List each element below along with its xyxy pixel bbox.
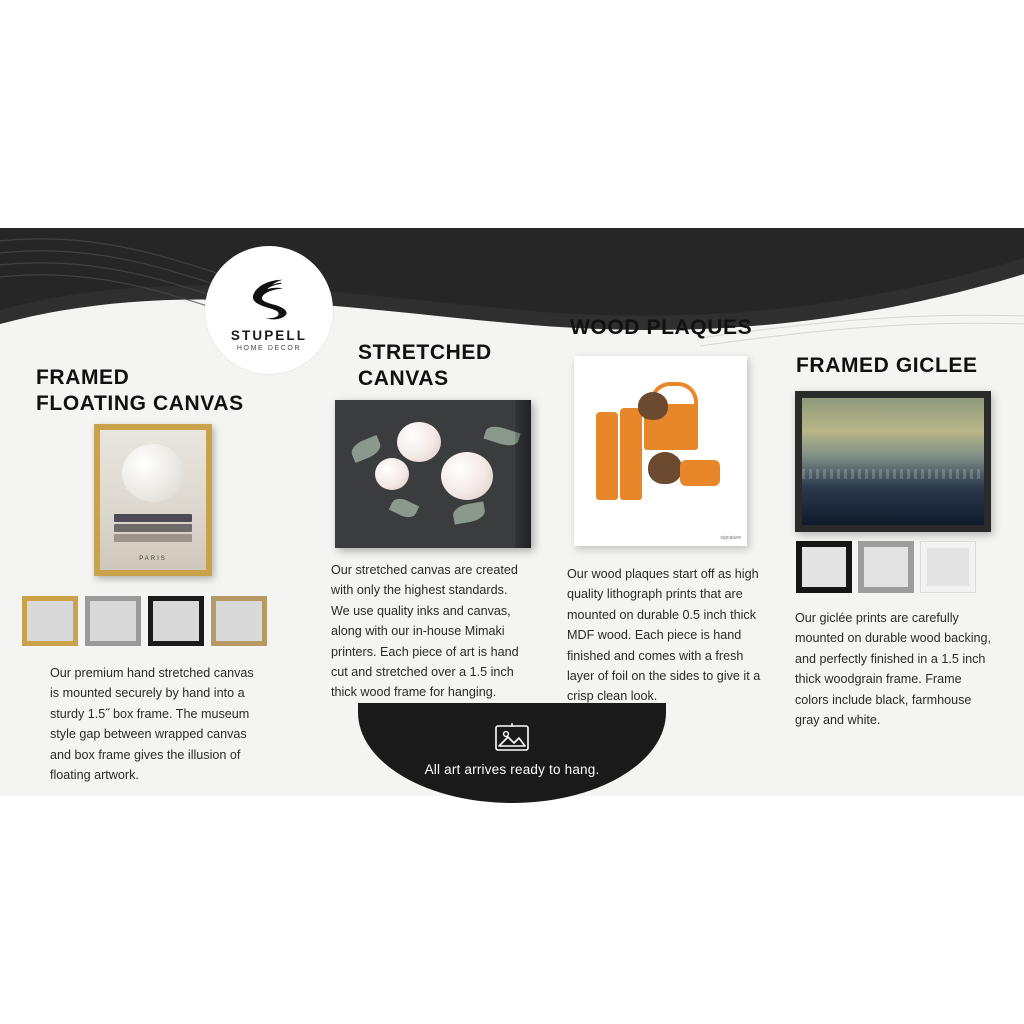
black-frame-swatch: [148, 596, 204, 646]
title-line-1: FRAMED GICLEE: [796, 354, 978, 377]
section-title-stretched-canvas: [358, 340, 558, 392]
title-line-2: FLOATING CANVAS: [36, 392, 244, 416]
ribbon-text: All art arrives ready to hang.: [424, 762, 600, 777]
brand-tagline: HOME DECOR: [236, 345, 302, 352]
section-body-framed-floating-canvas: Our premium hand stretched canvas is mounted securely by hand into a sturdy 1.5˝ box frame. The museum style gap between wrapped canvas and box frame gives the illusion of floating artwork.: [50, 666, 254, 782]
wood-plaque-artwork: [574, 356, 747, 546]
black-giclee-frame: [796, 541, 852, 593]
canvas-side-edge: [515, 400, 531, 548]
framed-giclee-artwork: [795, 391, 991, 532]
wood-frame-swatch: [211, 596, 267, 646]
giclee-frame-options: [796, 541, 976, 593]
header-swoosh-decoration: [0, 228, 1024, 348]
orange-boot-right: [620, 408, 642, 500]
stretched-canvas-artwork: [335, 400, 531, 548]
abstract-treeline: [802, 469, 984, 479]
frame-color-swatches: [22, 596, 267, 646]
title-line-1: FRAMED: [36, 366, 130, 389]
giclee-canvas: [802, 398, 984, 525]
section-title-framed-floating-canvas: [36, 365, 286, 417]
artwork-canvas: [100, 430, 206, 570]
section-title-framed-giclee: [796, 353, 1016, 379]
orange-accessory: [680, 460, 720, 486]
title-line-1: STRETCHED: [358, 341, 492, 364]
white-giclee-frame: [920, 541, 976, 593]
picture-frame-icon: [495, 723, 529, 751]
framed-floating-canvas-artwork: [94, 424, 212, 576]
section-title-wood-plaques: [570, 315, 800, 341]
dog-head-upper: [638, 392, 668, 420]
section-body-framed-giclee: Our giclée prints are carefully mounted on durable wood backing, and perfectly finished in a 1.5 inch thick woodgrain frame. Frame colors include black, farmhouse gray and white.: [795, 611, 992, 727]
hydrangea-bouquet-shape: [122, 444, 184, 502]
gray-giclee-frame: [858, 541, 914, 593]
orange-boot-left: [596, 412, 618, 500]
dog-head-lower: [648, 452, 682, 484]
gray-frame-swatch: [85, 596, 141, 646]
gold-frame-swatch: [22, 596, 78, 646]
artwork-book-label: PARIS: [139, 556, 167, 562]
stacked-books-shape: [114, 512, 192, 562]
title-line-2: CANVAS: [358, 367, 449, 391]
brand-name: STUPELL: [230, 328, 308, 343]
stupell-s-logo-icon: [243, 272, 295, 324]
section-body-stretched-canvas: Our stretched canvas are created with only the highest standards. We use quality inks and canvas, along with our in-house Mimaki printers. Each piece of art is hand cut and stretched over a 1.5 inch thick wood frame for hanging.: [331, 563, 519, 700]
section-body-wood-plaques: Our wood plaques start off as high quality lithograph prints that are mounted on durable 0.5 inch thick MDF wood. Each piece is hand finished and comes with a fresh layer of foil on the sides to give it a crisp clean look.: [567, 567, 761, 704]
title-line-1: WOOD PLAQUES: [570, 316, 753, 339]
artwork-signature: signature: [720, 535, 741, 541]
brand-logo: [205, 246, 333, 374]
